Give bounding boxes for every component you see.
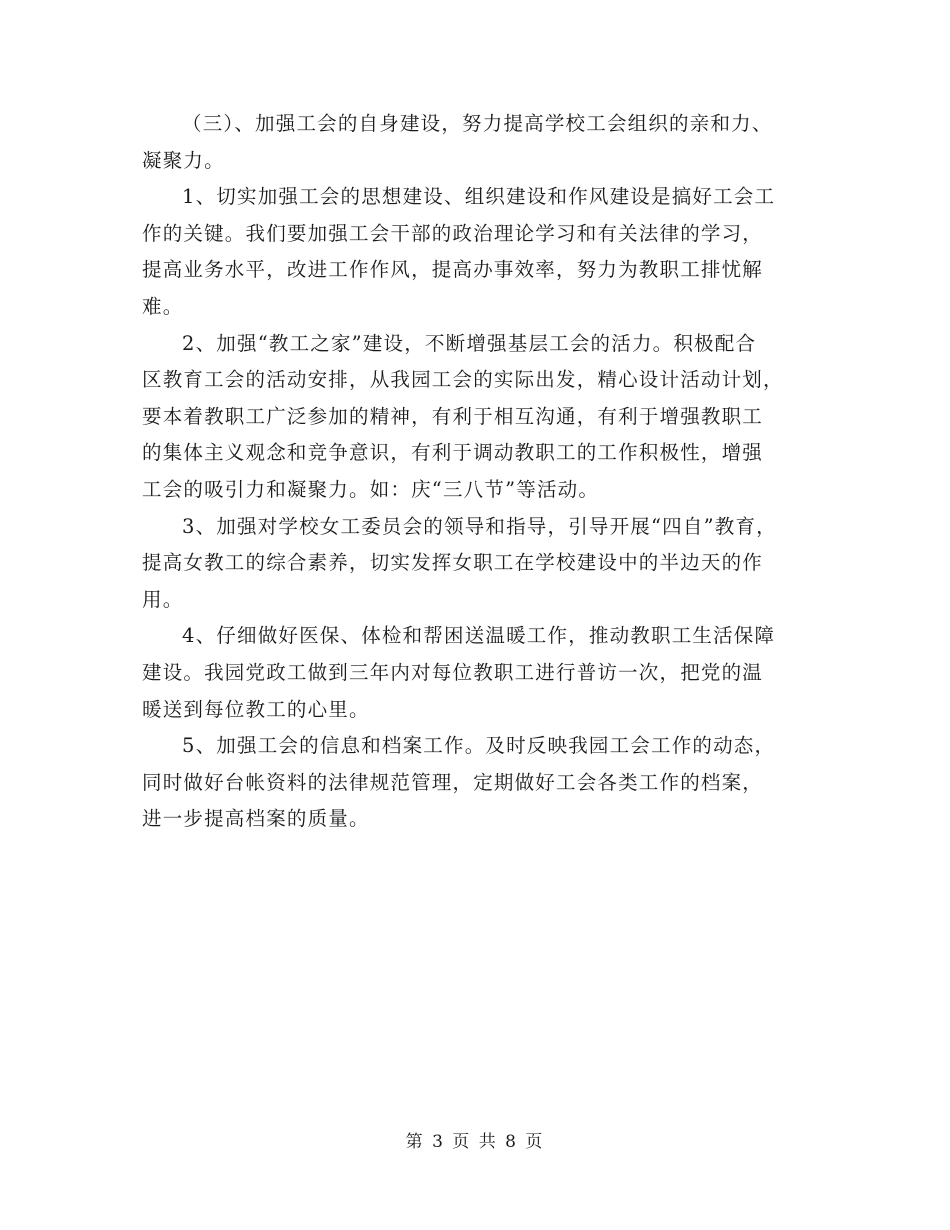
page-number-footer: 第 3 页 共 8 页 [405, 1132, 545, 1152]
document-body [142, 106, 832, 838]
paragraph-item-2: 2、加强“教工之家”建设，不断增强基层工会的活力。积极配合 区教育工会的活动安排，从我园工会的实际出发，精心设计活动计划， 要本着教职工广泛参加的精神，有利于相互沟通，有利于增强教职工 的集体主义观念和竞争意识，有利于调动教职工的工作积极性，增强 工会的吸引力和凝聚力。如：庆“三八节”等活动。 [142, 331, 784, 501]
paragraph-item-5: 5、加强工会的信息和档案工作。及时反映我园工会工作的动态， 同时做好台帐资料的法律规范管理，定期做好工会各类工作的档案， 进一步提高档案的质量。 [142, 734, 776, 831]
paragraph-item-1: 1、切实加强工会的思想建设、组织建设和作风建设是搞好工会工 作的关键。我们要加强工会干部的政治理论学习和有关法律的学习， 提高业务水平，改进工作作风，提高办事效率，努力为教职工排忧解 难。 [142, 185, 776, 318]
paragraph-item-4: 4、仔细做好医保、体检和帮困送温暖工作，推动教职工生活保障 建设。我园党政工做到三年内对每位教职工进行普访一次，把党的温 暖送到每位教工的心里。 [142, 624, 776, 721]
paragraph-item-3: 3、加强对学校女工委员会的领导和指导，引导开展“四自”教育， 提高女教工的综合素养，切实发挥女职工在学校建设中的半边天的作 用。 [142, 514, 777, 611]
section-heading-paragraph: （三）、加强工会的自身建设，努力提高学校工会组织的亲和力、 凝聚力。 [142, 112, 773, 172]
